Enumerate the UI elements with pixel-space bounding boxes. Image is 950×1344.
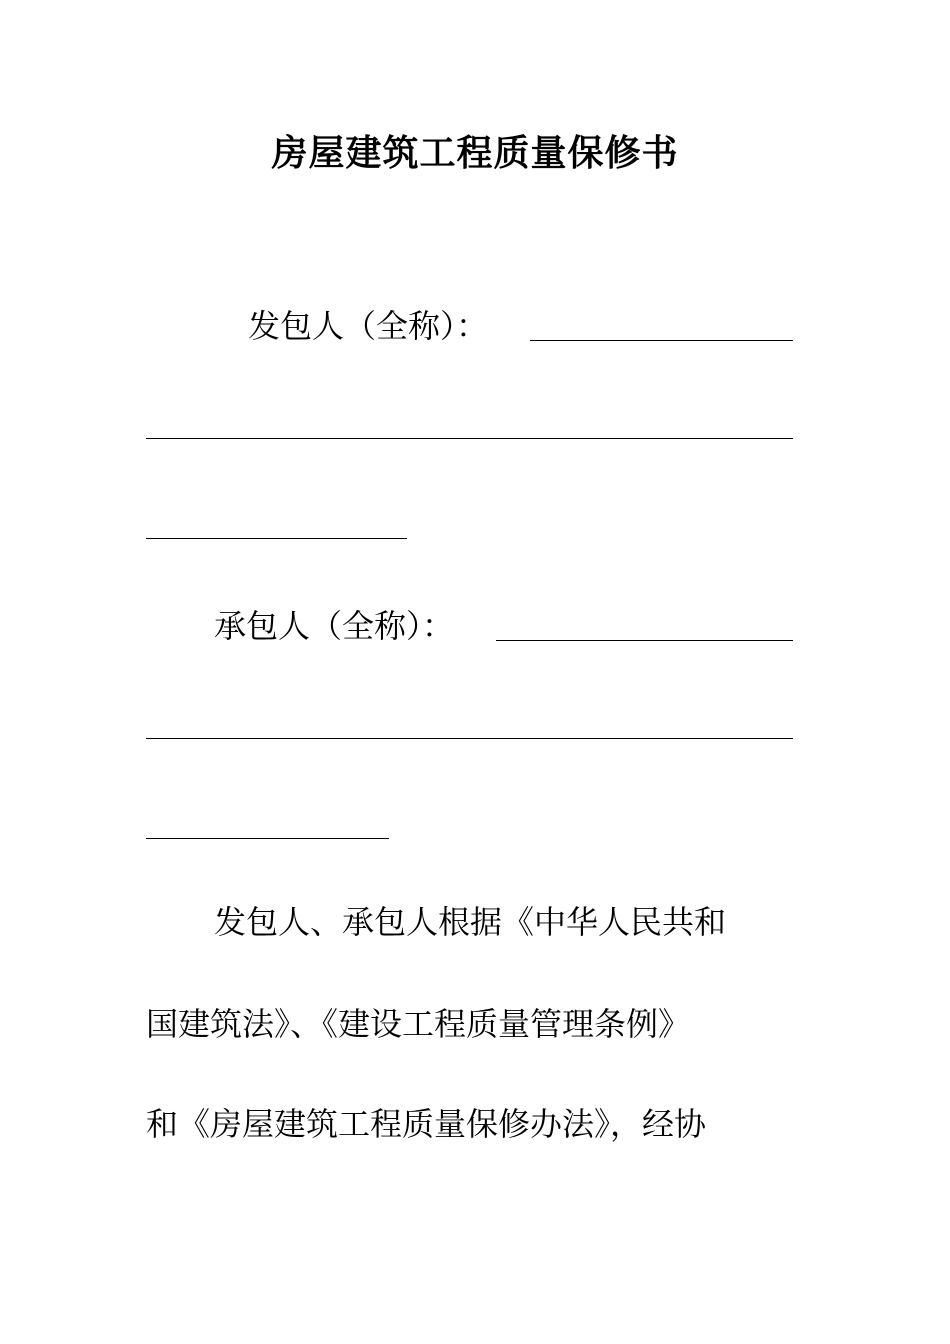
body-text-line-1: 发包人、承包人根据《中华人民共和 (214, 903, 727, 941)
employer-label: 发包人（全称）： (248, 307, 489, 345)
contractor-name-blank-line-3[interactable] (146, 838, 389, 839)
contractor-label: 承包人（全称）： (214, 607, 455, 645)
employer-name-blank-line-2[interactable] (146, 438, 793, 439)
employer-name-blank-line-3[interactable] (146, 538, 407, 539)
document-title: 房屋建筑工程质量保修书 (271, 132, 679, 174)
contractor-name-blank-line-1[interactable] (496, 640, 793, 641)
employer-name-blank-line-1[interactable] (530, 340, 793, 341)
body-text-line-3: 和《房屋建筑工程质量保修办法》，经协 (146, 1105, 707, 1143)
body-text-line-2: 国建筑法》、《建设工程质量管理条例》 (146, 1005, 691, 1043)
contractor-name-blank-line-2[interactable] (146, 738, 793, 739)
